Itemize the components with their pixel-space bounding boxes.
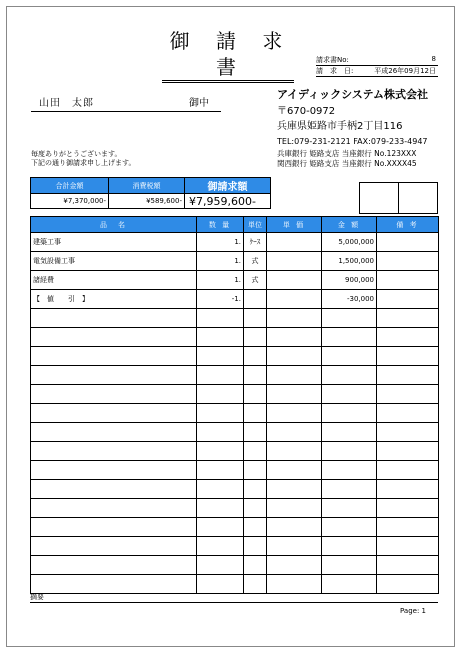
item-remarks [377, 328, 439, 347]
item-amount: 1,500,000 [322, 252, 377, 271]
item-quantity [197, 404, 244, 423]
col-header-unit-price: 単 価 [267, 217, 322, 233]
item-unit [244, 328, 267, 347]
item-remarks [377, 423, 439, 442]
memo-label: 摘要 [30, 593, 44, 601]
item-remarks [377, 252, 439, 271]
item-name [31, 461, 197, 480]
tax-label: 消費税額 [109, 178, 185, 194]
item-remarks [377, 271, 439, 290]
item-name [31, 499, 197, 518]
item-unit [244, 404, 267, 423]
summary-table [30, 177, 271, 209]
item-quantity [197, 461, 244, 480]
document-title: 御 請 求 書 [162, 28, 294, 83]
company-bank-1: 兵庫銀行 姫路支店 当座銀行 No.123XXX [277, 149, 417, 158]
item-quantity [197, 423, 244, 442]
table-row [31, 461, 439, 480]
item-unit [244, 575, 267, 594]
table-row [31, 328, 439, 347]
item-name [31, 575, 197, 594]
item-quantity [197, 556, 244, 575]
item-remarks [377, 518, 439, 537]
item-unit [244, 442, 267, 461]
subtotal-label: 合計金額 [31, 178, 109, 194]
item-remarks [377, 309, 439, 328]
table-row [31, 575, 439, 594]
item-amount [322, 461, 377, 480]
item-name [31, 537, 197, 556]
item-quantity: 1. [197, 271, 244, 290]
item-unit-price [267, 290, 322, 309]
tax-value: ¥589,600- [109, 194, 185, 209]
item-unit [244, 423, 267, 442]
col-header-item-name: 品 名 [31, 217, 197, 233]
item-unit [244, 347, 267, 366]
item-unit [244, 461, 267, 480]
item-remarks [377, 499, 439, 518]
item-quantity [197, 575, 244, 594]
item-name: 電気設備工事 [31, 252, 197, 271]
item-unit-price [267, 233, 322, 252]
item-name: 建築工事 [31, 233, 197, 252]
item-remarks [377, 575, 439, 594]
item-name: 諸経費 [31, 271, 197, 290]
item-amount [322, 423, 377, 442]
item-name [31, 556, 197, 575]
item-unit [244, 290, 267, 309]
item-unit-price [267, 423, 322, 442]
table-row [31, 252, 439, 271]
item-name [31, 404, 197, 423]
item-amount: 5,000,000 [322, 233, 377, 252]
invoice-date-label: 請 求 日: [316, 67, 354, 75]
items-header-row [31, 217, 439, 233]
item-quantity [197, 385, 244, 404]
page-number: Page: 1 [400, 607, 426, 615]
item-quantity [197, 309, 244, 328]
item-quantity: 1. [197, 233, 244, 252]
item-unit: 式 [244, 271, 267, 290]
table-row [31, 423, 439, 442]
total-value: ¥7,959,600- [185, 194, 271, 209]
col-header-amount: 金 額 [322, 217, 377, 233]
item-unit [244, 499, 267, 518]
memo-line [30, 592, 438, 603]
item-unit-price [267, 252, 322, 271]
item-amount [322, 309, 377, 328]
col-header-remarks: 備 考 [377, 217, 439, 233]
table-row [31, 271, 439, 290]
item-amount [322, 556, 377, 575]
item-quantity [197, 442, 244, 461]
table-row [31, 442, 439, 461]
company-bank-2: 関西銀行 姫路支店 当座銀行 No.XXXX45 [277, 159, 417, 168]
col-header-quantity: 数 量 [197, 217, 244, 233]
total-label: 御請求額 [185, 178, 271, 194]
item-remarks [377, 347, 439, 366]
item-amount: 900,000 [322, 271, 377, 290]
item-name [31, 518, 197, 537]
table-row [31, 499, 439, 518]
item-remarks [377, 366, 439, 385]
item-unit: 式 [244, 252, 267, 271]
item-amount [322, 404, 377, 423]
item-unit [244, 309, 267, 328]
item-remarks [377, 537, 439, 556]
table-row [31, 233, 439, 252]
company-name: アイディックシステム株式会社 [277, 88, 429, 101]
item-quantity [197, 347, 244, 366]
item-amount [322, 480, 377, 499]
item-amount [322, 575, 377, 594]
invoice-date-value: 平成26年09月12日 [374, 67, 436, 75]
item-amount: -30,000 [322, 290, 377, 309]
company-tel-fax: TEL:079-231-2121 FAX:079-233-4947 [277, 137, 428, 146]
item-unit [244, 480, 267, 499]
greeting-line-2: 下記の通り御請求申し上げます。 [31, 159, 136, 167]
item-amount [322, 385, 377, 404]
item-quantity: 1. [197, 252, 244, 271]
item-remarks [377, 480, 439, 499]
item-unit: ｹｰｽ [244, 233, 267, 252]
table-row [31, 309, 439, 328]
item-remarks [377, 290, 439, 309]
item-unit [244, 366, 267, 385]
item-unit-price [267, 499, 322, 518]
item-unit-price [267, 480, 322, 499]
company-postal: 〒670-0972 [277, 106, 336, 117]
table-row [31, 385, 439, 404]
item-unit-price [267, 442, 322, 461]
customer-name: 山田 太郎 [39, 98, 94, 109]
item-quantity [197, 366, 244, 385]
table-row [31, 537, 439, 556]
table-row [31, 290, 439, 309]
item-unit-price [267, 575, 322, 594]
table-row [31, 518, 439, 537]
item-unit-price [267, 518, 322, 537]
item-remarks [377, 233, 439, 252]
stamp-box [399, 183, 438, 214]
item-name [31, 480, 197, 499]
item-remarks [377, 556, 439, 575]
subtotal-value: ¥7,370,000- [31, 194, 109, 209]
item-unit-price [267, 537, 322, 556]
col-header-unit: 単位 [244, 217, 267, 233]
item-quantity: -1. [197, 290, 244, 309]
item-unit-price [267, 404, 322, 423]
items-body [31, 233, 439, 594]
item-quantity [197, 328, 244, 347]
item-unit-price [267, 271, 322, 290]
customer-name-line [31, 97, 221, 112]
item-unit [244, 537, 267, 556]
item-unit [244, 518, 267, 537]
greeting-line-1: 毎度ありがとうございます。 [31, 150, 122, 158]
item-quantity [197, 518, 244, 537]
customer-honorific: 御中 [189, 98, 209, 109]
stamp-box [360, 183, 399, 214]
item-unit-price [267, 366, 322, 385]
item-unit-price [267, 461, 322, 480]
table-row [31, 480, 439, 499]
item-unit-price [267, 328, 322, 347]
table-row [31, 404, 439, 423]
item-amount [322, 537, 377, 556]
invoice-number-label: 請求書No: [316, 56, 349, 64]
stamp-boxes [359, 182, 438, 214]
item-quantity [197, 537, 244, 556]
item-name [31, 442, 197, 461]
item-name [31, 366, 197, 385]
invoice-date-row [316, 66, 438, 77]
item-amount [322, 442, 377, 461]
table-row [31, 366, 439, 385]
item-unit-price [267, 385, 322, 404]
item-unit-price [267, 309, 322, 328]
invoice-number-row [316, 55, 438, 66]
company-address: 兵庫県姫路市手柄2丁目116 [277, 121, 403, 132]
item-unit [244, 385, 267, 404]
table-row [31, 347, 439, 366]
item-name [31, 385, 197, 404]
invoice-number-value: 8 [431, 55, 436, 63]
item-name [31, 347, 197, 366]
item-unit [244, 556, 267, 575]
table-row [31, 556, 439, 575]
item-quantity [197, 480, 244, 499]
item-unit-price [267, 347, 322, 366]
item-name [31, 309, 197, 328]
item-unit-price [267, 556, 322, 575]
item-amount [322, 518, 377, 537]
item-amount [322, 328, 377, 347]
item-remarks [377, 385, 439, 404]
item-amount [322, 499, 377, 518]
item-quantity [197, 499, 244, 518]
item-amount [322, 347, 377, 366]
item-name: 【 値 引 】 [31, 290, 197, 309]
item-name [31, 328, 197, 347]
items-table [30, 216, 439, 594]
item-name [31, 423, 197, 442]
item-amount [322, 366, 377, 385]
item-remarks [377, 442, 439, 461]
item-remarks [377, 404, 439, 423]
item-remarks [377, 461, 439, 480]
